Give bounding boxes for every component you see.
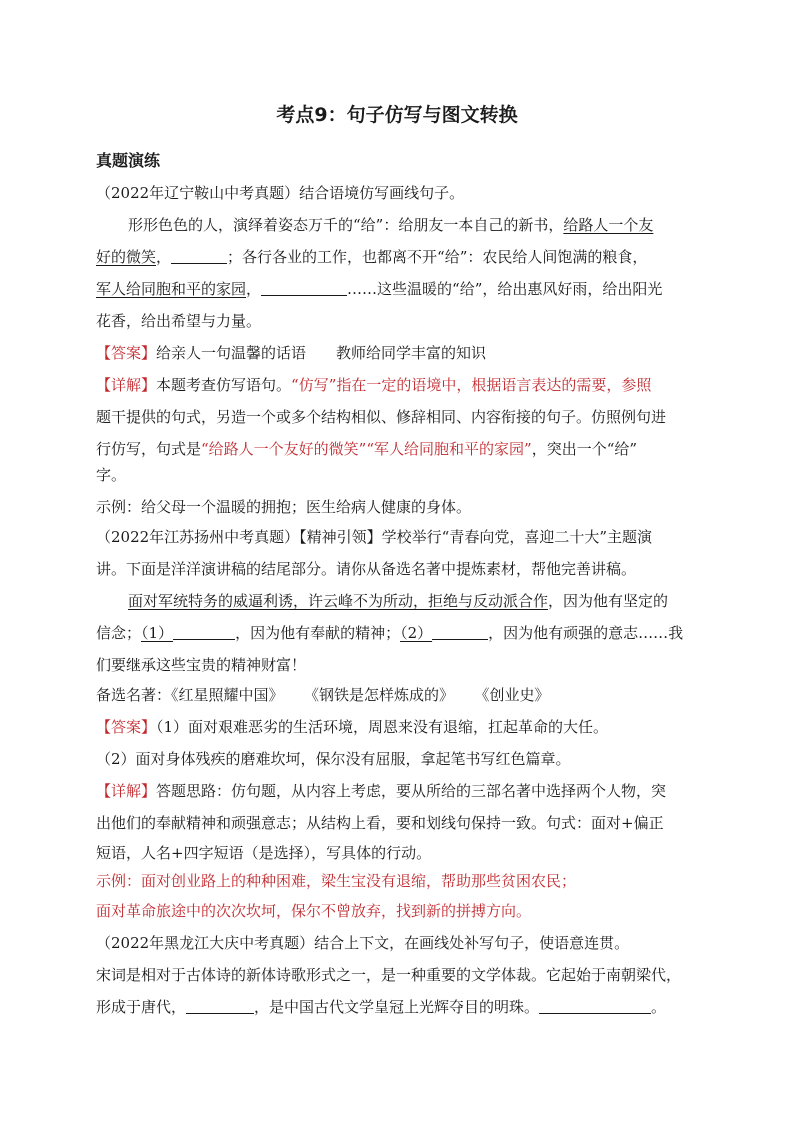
q2-book-list: 备选名著：《红星照耀中国》 《钢铁是怎样炼成的》 《创业史》: [96, 686, 550, 704]
q1-blank-1[interactable]: [171, 245, 227, 264]
q2-passage-line-3: 们要继承这些宝贵的精神财富！: [96, 656, 307, 674]
detail-tag: 【详解】: [96, 376, 157, 394]
q1-source: （2022年辽宁鞍山中考真题）结合语境仿写画线句子。: [96, 184, 465, 202]
section-heading: 真题演练: [96, 151, 161, 170]
q1-underlined-sentence-cont: 好的微笑: [96, 248, 157, 266]
q2-answer-2: （2）面对身体残疾的磨难坎坷，保尔没有屈服，拿起笔书写红色篇章。: [96, 750, 571, 768]
answer-tag: 【答案】: [96, 718, 157, 736]
q3-source: （2022年黑龙江大庆中考真题）结合上下文，在画线处补写句子，使语意连贯。: [96, 934, 630, 952]
q1-detail-line-3: 行仿写，句式是“给路人一个友好的微笑”“军人给同胞和平的家园”，突出一个“给”: [96, 440, 638, 458]
q1-passage-text: 形形色色的人，演绎着姿态万千的“给”：给朋友一本自己的新书，: [128, 216, 564, 234]
q2-answer-1: 【答案】（1）面对艰难恶劣的生活环境，周恩来没有退缩，扛起革命的大任。: [96, 718, 609, 736]
q1-passage-line-1: [128, 210, 696, 240]
q1-passage-line-3: 军人给同胞和平的家园， ……这些温暖的“给”，给出惠风好雨，给出阳光: [96, 274, 696, 304]
q2-passage-line-1: 面对军统特务的威逼利诱，许云峰不为所动，拒绝与反动派合作，因为他有坚定的: [128, 592, 669, 610]
q1-answer: 【答案】给亲人一句温馨的话语 教师给同学丰富的知识: [96, 344, 487, 362]
q2-example-1: 示例：面对创业路上的种种困难，梁生宝没有退缩，帮助那些贫困农民；: [96, 872, 577, 890]
q3-blank-1[interactable]: [186, 995, 254, 1014]
q1-underlined-sentence-2: 军人给同胞和平的家园: [96, 280, 247, 298]
book-title: 《创业史》: [482, 686, 550, 704]
q1-detail-line-4: 字。: [96, 466, 127, 484]
q3-passage-line-2: 形成于唐代， ，是中国古代文学皇冠上光辉夺目的明珠。 。: [96, 992, 696, 1022]
q1-blank-2[interactable]: [261, 277, 347, 296]
q2-underlined-sentence: 面对军统特务的威逼利诱，许云峰不为所动，拒绝与反动派合作: [128, 592, 549, 610]
q2-source-line-1: （2022年江苏扬州中考真题）【精神引领】学校举行“青春向党，喜迎二十大”主题演: [96, 528, 653, 546]
answer-tag: 【答案】: [96, 344, 157, 362]
q1-passage-line-4: 花香，给出希望与力量。: [96, 312, 262, 330]
q2-blank-1-line[interactable]: [173, 621, 235, 640]
q2-blank-1[interactable]: （1）: [141, 624, 174, 642]
q1-underlined-sentence: 给路人一个友: [563, 216, 654, 234]
page-title: 考点9：句子仿写与图文转换: [276, 104, 518, 126]
q3-passage-line-1: 宋词是相对于古体诗的新体诗歌形式之一，是一种重要的文学体裁。它起始于南朝梁代，: [96, 966, 682, 984]
q2-example-2: 面对革命旅途中的次次坎坷，保尔不曾放弃，找到新的拼搏方向。: [96, 902, 532, 920]
q1-passage-line-2: 好的微笑， ；各行各业的工作，也都离不开“给”：农民给人间饱满的粮食，: [96, 242, 696, 272]
q1-example: 示例：给父母一个温暖的拥抱；医生给病人健康的身体。: [96, 498, 472, 516]
book-title: 《钢铁是怎样炼成的》: [311, 686, 455, 704]
detail-tag: 【详解】: [96, 782, 157, 800]
q2-passage-line-2: 信念；（1） ，因为他有奉献的精神；（2） ，因为他有顽强的意志……我: [96, 618, 696, 648]
q1-detail-line-1: 【详解】本题考查仿写语句。“仿写”指在一定的语境中，根据语言表达的需要，参照: [96, 376, 652, 394]
q2-source-line-2: 讲。下面是洋洋演讲稿的结尾部分。请你从备选名著中提炼素材，帮他完善讲稿。: [96, 560, 637, 578]
book-title: 《红星照耀中国》: [171, 686, 284, 704]
q2-blank-2[interactable]: （2）: [400, 624, 433, 642]
q2-detail-line-2: 出他们的奉献精神和顽强意志；从结构上看，要和划线句保持一致。句式：面对+偏正: [96, 814, 664, 832]
q2-blank-2-line[interactable]: [432, 621, 488, 640]
q3-blank-2[interactable]: [539, 995, 651, 1014]
q1-detail-line-2: 题干提供的句式，另造一个或多个结构相似、修辞相同、内容衔接的句子。仿照例句进: [96, 408, 667, 426]
q2-detail-line-3: 短语，人名+四字短语（是选择），写具体的行动。: [96, 844, 432, 862]
q2-detail-line-1: 【详解】答题思路：仿句题，从内容上考虑，要从所给的三部名著中选择两个人物，突: [96, 782, 667, 800]
